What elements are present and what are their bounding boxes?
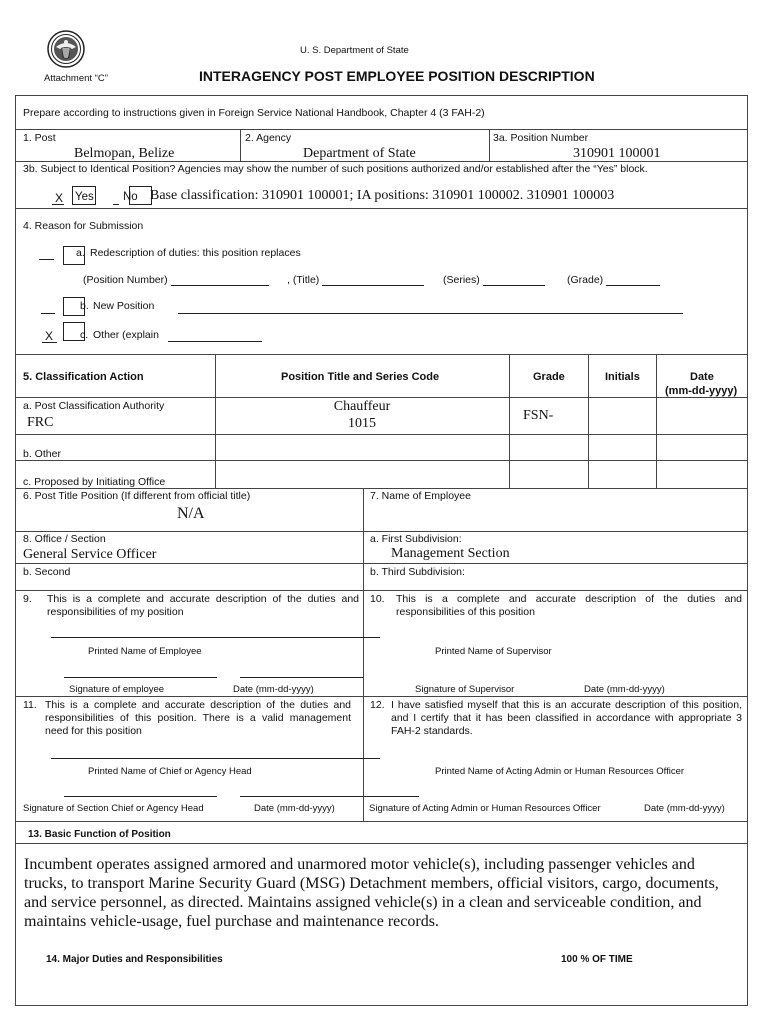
col-position-title: Position Title and Series Code [281,371,440,383]
basic-function-label: 13. Basic Function of Position [28,829,171,840]
printed-name-employee: Printed Name of Employee [88,646,202,657]
reason-b-text: New Position [93,300,155,312]
other-explain-blank[interactable] [168,341,262,342]
post-value: Belmopan, Belize [74,146,175,161]
second-label: b. Second [23,566,71,578]
date-admin-label: Date (mm-dd-yyyy) [644,803,725,814]
grade-blank[interactable] [606,285,660,286]
position-number-prompt [83,274,269,286]
chief-signature-line[interactable] [64,796,217,797]
yes-label: Yes [75,191,94,203]
date-employee-label: Date (mm-dd-yyyy) [233,684,314,695]
printed-name-admin: Printed Name of Acting Admin or Human Resources Officer [435,766,685,777]
instructions: Prepare according to instructions given in Foreign Service National Handbook, Chapter 4 (3 FAH-2) [23,107,485,119]
department-name: U. S. Department of State [300,45,409,56]
office-section-label: 8. Office / Section [23,533,106,545]
percent-of-time: 100 % OF TIME [561,954,633,965]
series-blank[interactable] [483,285,545,286]
printed-name-chief: Printed Name of Chief or Agency Head [88,766,252,777]
signature-employee-label: Signature of employee [69,684,165,695]
cert-10-text: This is a complete and accurate description of the duties and responsibilities of this position [396,593,742,618]
post-title-value: N/A [177,505,205,522]
first-subdivision-value: Management Section [391,546,510,561]
other-classification-label: b. Other [23,448,61,460]
major-duties-label: 14. Major Duties and Responsibilities [46,954,223,965]
series-code-value: 1015 [348,416,376,431]
basic-function-text: Incumbent operates assigned armored and unarmored motor vehicle(s), including passenger vehicles and trucks, to transport Marine Security Guard (MSG) Detachment members, official visitors, cargo, documents, and service personnel, as directed. Maintains assigned vehicle(s) in a clean and serviceable condition, and maintains vehicle-usage, fuel purchase and maintenance records. [24,856,719,930]
agency-value: Department of State [303,146,416,161]
series-caption: (Series) [443,274,480,286]
grade-prompt [567,274,660,286]
employee-name-label: 7. Name of Employee [370,490,471,502]
page-title: INTERAGENCY POST EMPLOYEE POSITION DESCRIPTION [199,68,595,84]
cert-11-number: 11. [23,699,37,711]
chief-name-line[interactable] [51,758,380,759]
chief-date-line[interactable] [240,796,363,797]
title-blank[interactable] [322,285,424,286]
reason-b-letter: b. [80,300,89,312]
agency-label: 2. Agency [245,132,292,144]
col-date-format: (mm-dd-yyyy) [665,385,738,397]
reason-a-letter: a. [76,247,85,259]
grade-caption: (Grade) [567,274,604,286]
department-seal [47,30,85,68]
post-classification-authority-label: a. Post Classification Authority [23,400,165,412]
employee-name-line[interactable] [51,637,380,638]
title-prompt [287,274,424,286]
seal-icon [47,30,85,68]
reason-c-text: Other (explain [93,329,159,341]
position-number-label: 3a. Position Number [493,132,589,144]
no-label: No [123,191,138,203]
identical-position-label: 3b. Subject to Identical Position? Agencies may show the number of such positions authorized and/or established after the “Yes” block. [23,163,648,175]
cert-10-number: 10. [370,593,385,605]
cert-11-text: This is a complete and accurate description of the duties and responsibilities of this position. There is a valid management need for this position [45,699,351,737]
col-grade: Grade [533,371,565,383]
position-number-caption: (Position Number) [83,274,168,286]
col-date: Date [690,371,714,383]
new-position-blank[interactable] [178,313,683,314]
printed-name-supervisor: Printed Name of Supervisor [435,646,552,657]
reason-c-mark: X [45,329,54,343]
post-title-label: 6. Post Title Position (If different from official title) [23,490,251,502]
employee-signature-line[interactable] [64,677,217,678]
attachment-label: Attachment “C” [44,73,108,84]
cert-9-number: 9. [23,593,32,605]
first-subdivision-label: a. First Subdivision: [370,533,462,545]
proposed-by-label: c. Proposed by Initiating Office [23,476,166,488]
employee-date-line[interactable] [240,677,363,678]
reason-c-letter: c. [80,329,89,341]
signature-chief-label: Signature of Section Chief or Agency Head [23,803,204,814]
third-subdivision-label: b. Third Subdivision: [370,566,465,578]
reason-a-text: Redescription of duties: this position replaces [90,247,301,259]
post-label: 1. Post [23,132,56,144]
position-number-blank[interactable] [171,285,269,286]
cert-12-number: 12. [370,699,385,711]
reason-label: 4. Reason for Submission [23,220,144,232]
yes-mark: X [55,191,64,205]
grade-value: FSN- [523,408,554,423]
classification-header: 5. Classification Action [23,371,144,383]
cert-12-text: I have satisfied myself that this is an accurate description of this position, and I certify that it has been classified in accordance with appropriate 3 FAH-2 standards. [391,699,742,737]
admin-signature-line[interactable] [364,796,419,797]
base-classification: Base classification: 310901 100001; IA positions: 310901 100002. 310901 100003 [150,188,615,203]
signature-admin-label: Signature of Acting Admin or Human Resources Officer [369,803,601,814]
post-classification-authority-value: FRC [27,415,54,430]
position-title-value: Chauffeur [333,399,391,414]
title-caption: , (Title) [287,274,320,286]
col-initials: Initials [605,371,640,383]
position-number-value: 310901 100001 [573,146,661,161]
date-chief-label: Date (mm-dd-yyyy) [254,803,335,814]
date-supervisor-label: Date (mm-dd-yyyy) [584,684,665,695]
signature-supervisor-label: Signature of Supervisor [415,684,515,695]
series-prompt [443,274,545,286]
cert-9-text: This is a complete and accurate description of the duties and responsibilities of my position [47,593,359,618]
office-section-value: General Service Officer [23,547,157,562]
